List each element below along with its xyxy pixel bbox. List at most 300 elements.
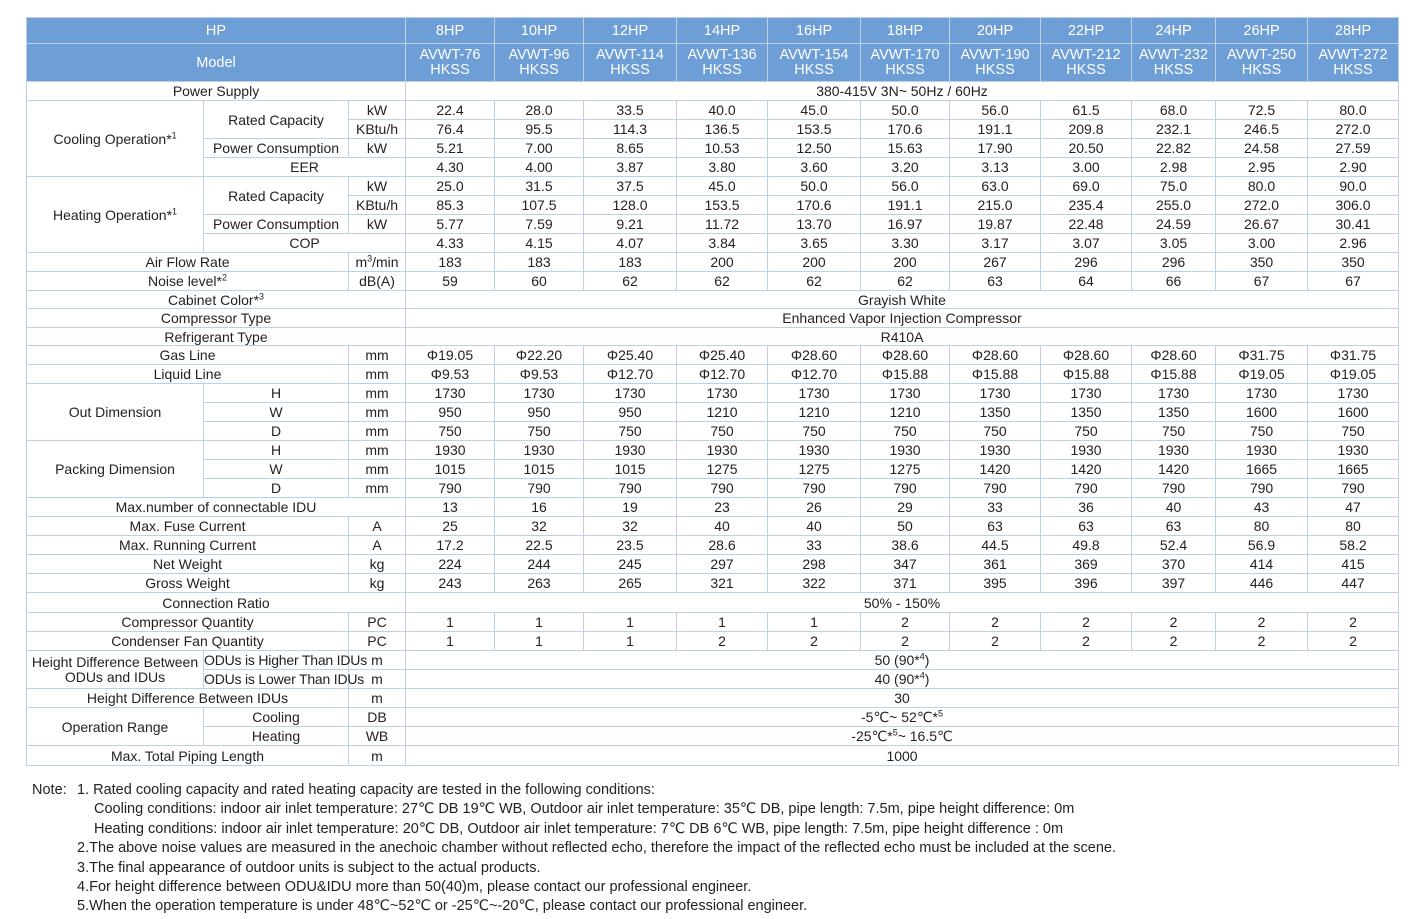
value-cell: 80.0 xyxy=(1308,101,1399,120)
value-cell: Φ15.88 xyxy=(950,365,1041,384)
gas-line-label: Gas Line xyxy=(27,346,349,365)
value-cell: 790 xyxy=(1308,479,1399,498)
value-cell: 2 xyxy=(1132,632,1216,651)
max-running-label: Max. Running Current xyxy=(27,536,349,555)
value-cell: 296 xyxy=(1041,253,1132,272)
max-idu-row xyxy=(27,498,1399,517)
refrigerant-label: Refrigerant Type xyxy=(27,328,406,346)
model-cell: AVWT-154 HKSS xyxy=(768,44,861,82)
value-cell: 371 xyxy=(861,574,950,593)
value-cell: 200 xyxy=(861,253,950,272)
value-cell: 2 xyxy=(768,632,861,651)
value-cell: Φ12.70 xyxy=(584,365,677,384)
value-cell: 297 xyxy=(677,555,768,574)
power-supply-label: Power Supply xyxy=(27,82,406,101)
value-cell: 28.0 xyxy=(495,101,584,120)
value-cell: 1350 xyxy=(1041,403,1132,422)
value-cell: Φ15.88 xyxy=(861,365,950,384)
value-cell: 1275 xyxy=(677,460,768,479)
value-cell: 11.72 xyxy=(677,215,768,234)
value-cell: 396 xyxy=(1041,574,1132,593)
value-cell: 191.1 xyxy=(950,120,1041,139)
value-cell: 76.4 xyxy=(406,120,495,139)
value-cell: 750 xyxy=(1132,422,1216,441)
value-cell: 1275 xyxy=(861,460,950,479)
heating-cap-kw-row xyxy=(27,177,1399,196)
value-cell: 1730 xyxy=(1308,384,1399,403)
unit-cell: mm xyxy=(349,403,406,422)
note-1a: Cooling conditions: indoor air inlet temperature: 27℃ DB 19℃ WB, Outdoor air inlet temperature: 35℃ DB, pipe length: 7.5m, pipe height difference: 0m xyxy=(94,801,1075,818)
value-cell: 32 xyxy=(495,517,584,536)
value-cell: Φ25.40 xyxy=(584,346,677,365)
max-piping-label: Max. Total Piping Length xyxy=(27,746,349,766)
value-cell: 40 xyxy=(1132,498,1216,517)
fan-qty-row xyxy=(27,632,1399,651)
value-cell: 2.98 xyxy=(1132,158,1216,177)
value-cell: 370 xyxy=(1132,555,1216,574)
value-cell: 347 xyxy=(861,555,950,574)
value-cell: 67 xyxy=(1308,272,1399,291)
value-cell: 23 xyxy=(677,498,768,517)
value-cell: 750 xyxy=(677,422,768,441)
packing-dimension-label: Packing Dimension xyxy=(27,441,204,498)
hp-cell: 22HP xyxy=(1041,18,1132,44)
dim-d-label: D xyxy=(204,422,349,441)
value-cell: 296 xyxy=(1132,253,1216,272)
value-cell: 2 xyxy=(861,632,950,651)
value-cell: Φ28.60 xyxy=(768,346,861,365)
cabinet-row xyxy=(27,291,1399,309)
notes-block xyxy=(32,781,1116,917)
value-cell: 38.6 xyxy=(861,536,950,555)
value-cell: 183 xyxy=(495,253,584,272)
value-cell: 750 xyxy=(584,422,677,441)
value-cell: 1210 xyxy=(768,403,861,422)
value-cell: Φ15.88 xyxy=(1041,365,1132,384)
unit-cell: kW xyxy=(349,177,406,196)
cooling-rated-capacity-label: Rated Capacity xyxy=(204,101,349,139)
value-cell: 2 xyxy=(1308,613,1399,632)
value-cell: 215.0 xyxy=(950,196,1041,215)
value-cell: 1600 xyxy=(1216,403,1308,422)
hp-row xyxy=(27,18,1399,44)
value-cell: 1665 xyxy=(1308,460,1399,479)
max-fuse-label: Max. Fuse Current xyxy=(27,517,349,536)
value-cell: 2 xyxy=(1216,632,1308,651)
value-cell: 1420 xyxy=(1041,460,1132,479)
value-cell: 790 xyxy=(584,479,677,498)
model-cell: AVWT-170 HKSS xyxy=(861,44,950,82)
connection-ratio-row xyxy=(27,593,1399,613)
value-cell: Φ28.60 xyxy=(1132,346,1216,365)
value-cell: 950 xyxy=(406,403,495,422)
value-cell: 31.5 xyxy=(495,177,584,196)
value-cell: 1350 xyxy=(1132,403,1216,422)
value-cell: 1 xyxy=(768,613,861,632)
op-heating-label: Heating xyxy=(204,727,349,746)
unit-cell: kW xyxy=(349,139,406,158)
value-cell: 62 xyxy=(861,272,950,291)
value-cell: 63.0 xyxy=(950,177,1041,196)
value-cell: 4.15 xyxy=(495,234,584,253)
value-cell: 790 xyxy=(1041,479,1132,498)
value-cell: 191.1 xyxy=(861,196,950,215)
out-dim-d-row xyxy=(27,422,1399,441)
value-cell: 95.5 xyxy=(495,120,584,139)
value-cell: 3.07 xyxy=(1041,234,1132,253)
value-cell: 209.8 xyxy=(1041,120,1132,139)
value-cell: 1730 xyxy=(950,384,1041,403)
value-cell: 750 xyxy=(495,422,584,441)
value-cell: 272.0 xyxy=(1216,196,1308,215)
pack-dim-w-row xyxy=(27,460,1399,479)
value-cell: 4.00 xyxy=(495,158,584,177)
value-cell: 7.59 xyxy=(495,215,584,234)
value-cell: 107.5 xyxy=(495,196,584,215)
value-cell: 1930 xyxy=(768,441,861,460)
note-4: 4.For height difference between ODU&IDU more than 50(40)m, please contact our professional engineer. xyxy=(77,879,752,896)
value-cell: 1730 xyxy=(406,384,495,403)
unit-cell: mm xyxy=(349,384,406,403)
unit-cell: mm xyxy=(349,365,406,384)
value-cell: Φ31.75 xyxy=(1216,346,1308,365)
value-cell: 1730 xyxy=(1132,384,1216,403)
height-idus-row xyxy=(27,689,1399,708)
value-cell: 243 xyxy=(406,574,495,593)
net-weight-row xyxy=(27,555,1399,574)
value-cell: Φ28.60 xyxy=(861,346,950,365)
unit-cell: mm xyxy=(349,422,406,441)
value-cell: 2.90 xyxy=(1308,158,1399,177)
refrigerant-row xyxy=(27,328,1399,346)
power-supply-value: 380-415V 3N~ 50Hz / 60Hz xyxy=(406,82,1399,101)
model-label: Model xyxy=(27,44,406,82)
compressor-type-label: Compressor Type xyxy=(27,309,406,328)
value-cell: 52.4 xyxy=(1132,536,1216,555)
value-cell: 72.5 xyxy=(1216,101,1308,120)
value-cell: 5.21 xyxy=(406,139,495,158)
hp-cell: 26HP xyxy=(1216,18,1308,44)
value-cell: 790 xyxy=(677,479,768,498)
hp-label: HP xyxy=(27,18,406,44)
note-1: Note: 1. Rated cooling capacity and rated heating capacity are tested in the following conditions: xyxy=(32,782,655,798)
max-piping-row xyxy=(27,746,1399,766)
air-flow-label: Air Flow Rate xyxy=(27,253,349,272)
value-cell: 3.13 xyxy=(950,158,1041,177)
value-cell: 3.00 xyxy=(1216,234,1308,253)
value-cell: 790 xyxy=(861,479,950,498)
value-cell: 1 xyxy=(677,613,768,632)
value-cell: 265 xyxy=(584,574,677,593)
value-cell: 40.0 xyxy=(677,101,768,120)
value-cell: 22.5 xyxy=(495,536,584,555)
connection-ratio-label: Connection Ratio xyxy=(27,593,406,613)
unit-cell: PC xyxy=(349,613,406,632)
value-cell: 414 xyxy=(1216,555,1308,574)
op-cooling-value: -5℃~ 52℃*$^5$ xyxy=(406,708,1399,727)
value-cell: 80 xyxy=(1308,517,1399,536)
unit-cell: mm xyxy=(349,346,406,365)
value-cell: 1930 xyxy=(1308,441,1399,460)
value-cell: 235.4 xyxy=(1041,196,1132,215)
note-2: 2.The above noise values are measured in the anechoic chamber without reflected echo, therefore the impact of the reflected echo must be included at the scene. xyxy=(77,840,1116,857)
value-cell: 44.5 xyxy=(950,536,1041,555)
value-cell: 750 xyxy=(1216,422,1308,441)
value-cell: 36 xyxy=(1041,498,1132,517)
value-cell: 68.0 xyxy=(1132,101,1216,120)
value-cell: 2 xyxy=(1216,613,1308,632)
air-flow-row xyxy=(27,253,1399,272)
unit-cell: m xyxy=(349,746,406,766)
value-cell: 17.90 xyxy=(950,139,1041,158)
compressor-type-row xyxy=(27,309,1399,328)
spec-table xyxy=(26,17,1399,766)
value-cell: 2 xyxy=(677,632,768,651)
value-cell: 306.0 xyxy=(1308,196,1399,215)
dim-w-label: W xyxy=(204,403,349,422)
value-cell: 22.48 xyxy=(1041,215,1132,234)
value-cell: 1730 xyxy=(677,384,768,403)
value-cell: 1930 xyxy=(950,441,1041,460)
value-cell: 1730 xyxy=(768,384,861,403)
value-cell: 244 xyxy=(495,555,584,574)
odu-lower-label: ODUs is Lower Than IDUs xyxy=(204,671,365,687)
value-cell: 15.63 xyxy=(861,139,950,158)
value-cell: Φ25.40 xyxy=(677,346,768,365)
value-cell: 26 xyxy=(768,498,861,517)
value-cell: 10.53 xyxy=(677,139,768,158)
value-cell: 369 xyxy=(1041,555,1132,574)
op-cooling-label: Cooling xyxy=(204,708,349,727)
value-cell: Φ9.53 xyxy=(495,365,584,384)
value-cell: 267 xyxy=(950,253,1041,272)
value-cell: 43 xyxy=(1216,498,1308,517)
value-cell: 28.6 xyxy=(677,536,768,555)
operation-range-label: Operation Range xyxy=(27,708,204,746)
model-row xyxy=(27,44,1399,82)
unit-cell: m xyxy=(349,689,406,708)
heating-cop-row xyxy=(27,234,1399,253)
value-cell: 37.5 xyxy=(584,177,677,196)
value-cell: 1350 xyxy=(950,403,1041,422)
value-cell: 2 xyxy=(861,613,950,632)
value-cell: 1015 xyxy=(584,460,677,479)
value-cell: 63 xyxy=(950,272,1041,291)
value-cell: 69.0 xyxy=(1041,177,1132,196)
value-cell: 3.30 xyxy=(861,234,950,253)
value-cell: 59 xyxy=(406,272,495,291)
value-cell: 350 xyxy=(1216,253,1308,272)
value-cell: 47 xyxy=(1308,498,1399,517)
value-cell: 183 xyxy=(406,253,495,272)
value-cell: 49.8 xyxy=(1041,536,1132,555)
height-odu-lower-row xyxy=(27,670,1399,689)
max-fuse-row xyxy=(27,517,1399,536)
value-cell: 50 xyxy=(861,517,950,536)
gross-weight-row xyxy=(27,574,1399,593)
value-cell: 298 xyxy=(768,555,861,574)
value-cell: 397 xyxy=(1132,574,1216,593)
value-cell: 64 xyxy=(1041,272,1132,291)
value-cell: 26.67 xyxy=(1216,215,1308,234)
value-cell: 1420 xyxy=(950,460,1041,479)
value-cell: 33 xyxy=(950,498,1041,517)
value-cell: 60 xyxy=(495,272,584,291)
value-cell: 3.65 xyxy=(768,234,861,253)
value-cell: 1930 xyxy=(495,441,584,460)
value-cell: 361 xyxy=(950,555,1041,574)
heating-power-label: Power Consumption xyxy=(204,215,349,234)
value-cell: 950 xyxy=(584,403,677,422)
value-cell: 255.0 xyxy=(1132,196,1216,215)
value-cell: 263 xyxy=(495,574,584,593)
dim-w-label: W xyxy=(204,460,349,479)
op-range-cooling-row xyxy=(27,708,1399,727)
value-cell: 1 xyxy=(406,632,495,651)
height-idus-label: Height Difference Between IDUs xyxy=(27,689,349,708)
value-cell: 1210 xyxy=(677,403,768,422)
heating-power-row xyxy=(27,215,1399,234)
hp-cell: 24HP xyxy=(1132,18,1216,44)
value-cell: 27.59 xyxy=(1308,139,1399,158)
value-cell: 16 xyxy=(495,498,584,517)
gross-weight-label: Gross Weight xyxy=(27,574,349,593)
value-cell: 9.21 xyxy=(584,215,677,234)
value-cell: 224 xyxy=(406,555,495,574)
value-cell: 16.97 xyxy=(861,215,950,234)
value-cell: 58.2 xyxy=(1308,536,1399,555)
value-cell: 1930 xyxy=(406,441,495,460)
note-3: 3.The final appearance of outdoor units is subject to the actual products. xyxy=(77,859,541,876)
compressor-qty-row xyxy=(27,613,1399,632)
value-cell: Φ9.53 xyxy=(406,365,495,384)
cooling-power-label: Power Consumption xyxy=(204,139,349,158)
value-cell: 750 xyxy=(861,422,950,441)
unit-cell: KBtu/h xyxy=(349,196,406,215)
value-cell: 62 xyxy=(677,272,768,291)
fan-qty-label: Condenser Fan Quantity xyxy=(27,632,349,651)
value-cell: 790 xyxy=(406,479,495,498)
unit-cell: mm xyxy=(349,460,406,479)
value-cell: 128.0 xyxy=(584,196,677,215)
cooling-eer-row xyxy=(27,158,1399,177)
value-cell: 2.96 xyxy=(1308,234,1399,253)
value-cell: 1730 xyxy=(1216,384,1308,403)
value-cell: 245 xyxy=(584,555,677,574)
unit-cell: $m^3/\min$ xyxy=(349,253,406,272)
value-cell: 33.5 xyxy=(584,101,677,120)
value-cell: 1015 xyxy=(406,460,495,479)
value-cell: 1730 xyxy=(861,384,950,403)
model-cell: AVWT-272 HKSS xyxy=(1308,44,1399,82)
value-cell: 17.2 xyxy=(406,536,495,555)
value-cell: 1930 xyxy=(1041,441,1132,460)
hp-cell: 28HP xyxy=(1308,18,1399,44)
value-cell: 40 xyxy=(677,517,768,536)
value-cell: 246.5 xyxy=(1216,120,1308,139)
height-odu-higher-row xyxy=(27,651,1399,670)
value-cell: Φ12.70 xyxy=(677,365,768,384)
pack-dim-h-row xyxy=(27,441,1399,460)
pack-dim-d-row xyxy=(27,479,1399,498)
dim-h-label: H xyxy=(204,441,349,460)
cooling-power-row xyxy=(27,139,1399,158)
value-cell: 447 xyxy=(1308,574,1399,593)
value-cell: 4.07 xyxy=(584,234,677,253)
out-dim-h-row xyxy=(27,384,1399,403)
value-cell: 232.1 xyxy=(1132,120,1216,139)
value-cell: Φ12.70 xyxy=(768,365,861,384)
out-dimension-label: Out Dimension xyxy=(27,384,204,441)
value-cell: 56.0 xyxy=(861,177,950,196)
unit-cell: PC xyxy=(349,632,406,651)
value-cell: 3.60 xyxy=(768,158,861,177)
model-cell: AVWT-96 HKSS xyxy=(495,44,584,82)
value-cell: 23.5 xyxy=(584,536,677,555)
value-cell: 114.3 xyxy=(584,120,677,139)
hp-cell: 14HP xyxy=(677,18,768,44)
liquid-line-row xyxy=(27,365,1399,384)
compressor-qty-label: Compressor Quantity xyxy=(27,613,349,632)
eer-label: EER xyxy=(204,158,406,177)
heating-operation-label: Heating Operation*$^1$ xyxy=(27,177,204,253)
value-cell: 200 xyxy=(768,253,861,272)
value-cell: Φ28.60 xyxy=(1041,346,1132,365)
op-heating-value: -25℃*$^5$~ 16.5℃ xyxy=(406,727,1399,746)
value-cell: 1730 xyxy=(1041,384,1132,403)
max-piping-value: 1000 xyxy=(406,746,1399,766)
value-cell: 170.6 xyxy=(768,196,861,215)
value-cell: 8.65 xyxy=(584,139,677,158)
model-cell: AVWT-250 HKSS xyxy=(1216,44,1308,82)
value-cell: 170.6 xyxy=(861,120,950,139)
value-cell: 790 xyxy=(1216,479,1308,498)
connection-ratio-value: 50% - 150% xyxy=(406,593,1399,613)
value-cell: 2 xyxy=(1041,632,1132,651)
unit-cell: kW xyxy=(349,215,406,234)
gas-line-row xyxy=(27,346,1399,365)
value-cell: 90.0 xyxy=(1308,177,1399,196)
value-cell: 750 xyxy=(406,422,495,441)
value-cell: 33 xyxy=(768,536,861,555)
unit-cell: A xyxy=(349,536,406,555)
cooling-operation-label: Cooling Operation*$^1$ xyxy=(27,101,204,177)
value-cell: 153.5 xyxy=(768,120,861,139)
unit-cell: WB xyxy=(349,727,406,746)
height-idus-value: 30 xyxy=(406,689,1399,708)
noise-label: Noise level*$^2$ xyxy=(27,272,349,291)
value-cell: 45.0 xyxy=(677,177,768,196)
value-cell: 1930 xyxy=(1216,441,1308,460)
hp-cell: 12HP xyxy=(584,18,677,44)
value-cell: 61.5 xyxy=(1041,101,1132,120)
value-cell: 3.05 xyxy=(1132,234,1216,253)
value-cell: 322 xyxy=(768,574,861,593)
value-cell: 63 xyxy=(950,517,1041,536)
value-cell: 13.70 xyxy=(768,215,861,234)
value-cell: Φ15.88 xyxy=(1132,365,1216,384)
value-cell: 2 xyxy=(950,632,1041,651)
value-cell: 25 xyxy=(406,517,495,536)
value-cell: 750 xyxy=(768,422,861,441)
value-cell: 750 xyxy=(1041,422,1132,441)
max-running-row xyxy=(27,536,1399,555)
value-cell: 1730 xyxy=(495,384,584,403)
odu-lower-value: 40 (90*$^4$) xyxy=(406,670,1399,689)
hp-cell: 16HP xyxy=(768,18,861,44)
value-cell: 272.0 xyxy=(1308,120,1399,139)
value-cell: 80.0 xyxy=(1216,177,1308,196)
